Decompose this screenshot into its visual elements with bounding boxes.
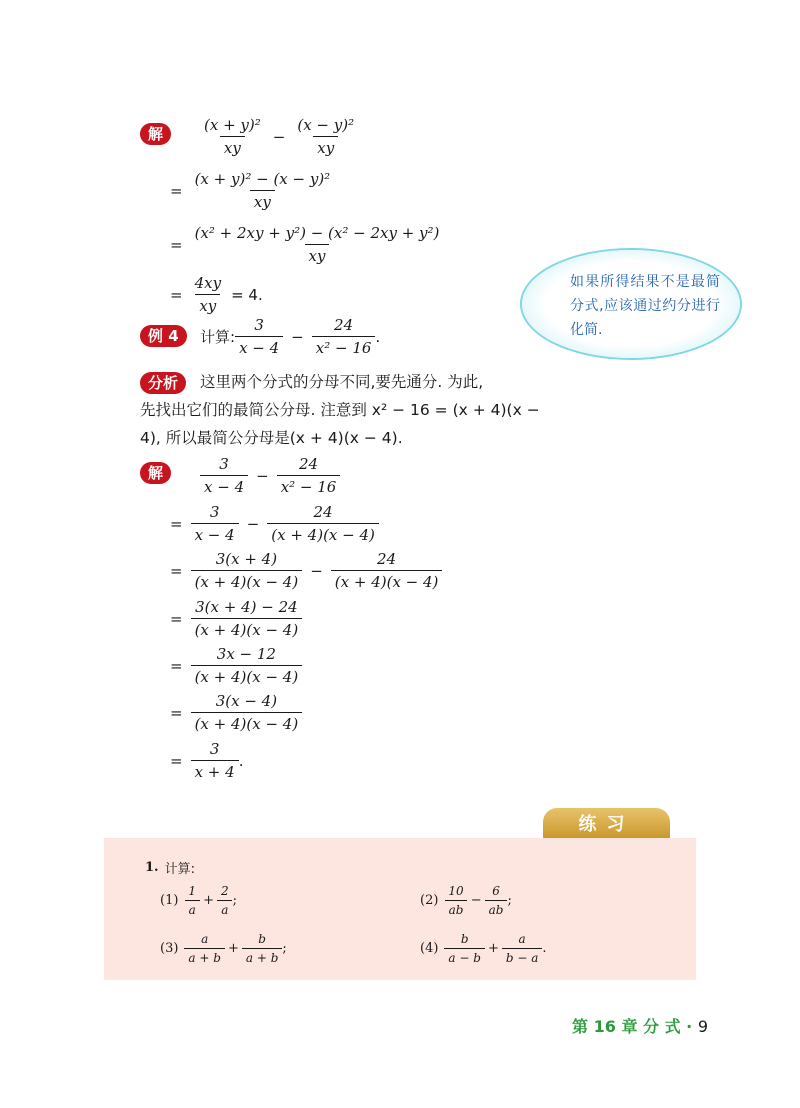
example4-problem: 计算: $\frac{3}{x - 4}$ − $\frac{24}{\text{x² − 16}}$ .	[200, 316, 381, 357]
sol2-line6: = $\frac{3(x - 4)}{(x + 4)(x - 4)}$	[170, 692, 302, 733]
fraction: $\frac{\text{(x + y)²}}{xy}$	[204, 116, 261, 157]
fraction: $\frac{3}{x + 4}$	[191, 740, 239, 781]
sol1-line1: $\frac{\text{(x + y)²}}{xy}$ − $\frac{\text{(x − y)²}}{xy}$	[200, 116, 358, 157]
sol2-line7: = $\frac{3}{x + 4}$ .	[170, 740, 244, 781]
fraction: $\frac{24}{\text{x² − 16}}$	[277, 455, 341, 496]
fraction: $\frac{3(x + 4) - 24}{(x + 4)(x - 4)}$	[191, 598, 303, 639]
sol1-line2: = $\frac{\text{(x + y)² − (x − y)²}}{xy}$	[170, 170, 334, 211]
fraction: $\frac{3x - 12}{(x + 4)(x - 4)}$	[191, 645, 303, 686]
chapter-label: 第 16 章 分 式 ·	[572, 1017, 693, 1036]
fraction: $\frac{3(x - 4)}{(x + 4)(x - 4)}$	[191, 692, 303, 733]
example-label: 例 4	[140, 325, 187, 347]
fraction: $\frac{b}{a + b}$	[242, 932, 283, 965]
fraction: $\frac{24}{(x + 4)(x - 4)}$	[331, 550, 443, 591]
fraction: $\frac{\text{(x + y)² − (x − y)²}}{xy}$	[194, 170, 331, 211]
sol1-line3: = $\frac{\text{(x² + 2xy + y²) − (x² − 2xy + y²)}}{xy}$	[170, 224, 443, 265]
sol2-line5: = $\frac{3x - 12}{(x + 4)(x - 4)}$	[170, 645, 302, 686]
analysis-line2: 先找出它们的最简公分母. 注意到 x² − 16 = (x + 4)(x −	[140, 401, 540, 419]
page-number: 9	[697, 1017, 708, 1036]
sol1-line4: = $\frac{4xy}{xy}$ = 4.	[170, 274, 263, 315]
bubble-note: 如果所得结果不是最简分式,应该通过约分进行化简.	[570, 274, 720, 338]
fraction: $\frac{a}{a + b}$	[184, 932, 225, 965]
exercise-question: 1. 计算:	[145, 860, 195, 877]
analysis-label: 分析	[140, 372, 186, 394]
exercise-tab: 练习	[543, 808, 670, 840]
exercise-part-1: (1) $\frac{1}{a}$ + $\frac{2}{a}$ ;	[160, 884, 237, 917]
solution-label: 解	[140, 123, 171, 145]
fraction: $\frac{a}{b - a}$	[502, 932, 543, 965]
fraction: $\frac{10}{ab}$	[444, 884, 467, 917]
fraction: $\frac{6}{ab}$	[485, 884, 508, 917]
fraction: $\frac{\text{(x − y)²}}{xy}$	[297, 116, 355, 157]
fraction: $\frac{3}{x - 4}$	[235, 316, 283, 357]
exercise-part-4: (4) $\frac{b}{a - b}$ + $\frac{a}{b - a}$ .	[420, 932, 547, 965]
fraction: $\frac{2}{a}$	[217, 884, 233, 917]
fraction: $\frac{3}{x - 4}$	[191, 503, 239, 544]
analysis-line3: 4), 所以最简公分母是(x + 4)(x − 4).	[140, 429, 403, 447]
exercise-part-3: (3) $\frac{a}{a + b}$ + $\frac{b}{a + b}$ ;	[160, 932, 287, 965]
solution-label: 解	[140, 462, 171, 484]
analysis-line1: 这里两个分式的分母不同,要先通分. 为此,	[200, 373, 484, 391]
fraction: $\frac{1}{a}$	[184, 884, 200, 917]
fraction: $\frac{4xy}{xy}$	[194, 274, 222, 315]
sol2-line2: = $\frac{3}{x - 4}$ − $\frac{24}{(x + 4)(x - 4)}$	[170, 503, 379, 544]
fraction: $\frac{3(x + 4)}{(x + 4)(x - 4)}$	[191, 550, 303, 591]
sol2-line3: = $\frac{3(x + 4)}{(x + 4)(x - 4)}$ − $\frac{24}{(x + 4)(x - 4)}$	[170, 550, 442, 591]
page-footer	[572, 1014, 708, 1037]
sol2-line1: $\frac{3}{x - 4}$ − $\frac{24}{\text{x² − 16}}$	[200, 455, 340, 496]
fraction: $\frac{\text{(x² + 2xy + y²) − (x² − 2xy + y²)}}{xy}$	[194, 224, 440, 265]
exercise-part-2: (2) $\frac{10}{ab}$ − $\frac{6}{ab}$ ;	[420, 884, 512, 917]
fraction: $\frac{3}{x - 4}$	[200, 455, 248, 496]
fraction: $\frac{24}{\text{x² − 16}}$	[312, 316, 376, 357]
fraction: $\frac{24}{(x + 4)(x - 4)}$	[267, 503, 379, 544]
fraction: $\frac{b}{a - b}$	[444, 932, 485, 965]
sol2-line4: = $\frac{3(x + 4) - 24}{(x + 4)(x - 4)}$	[170, 598, 302, 639]
